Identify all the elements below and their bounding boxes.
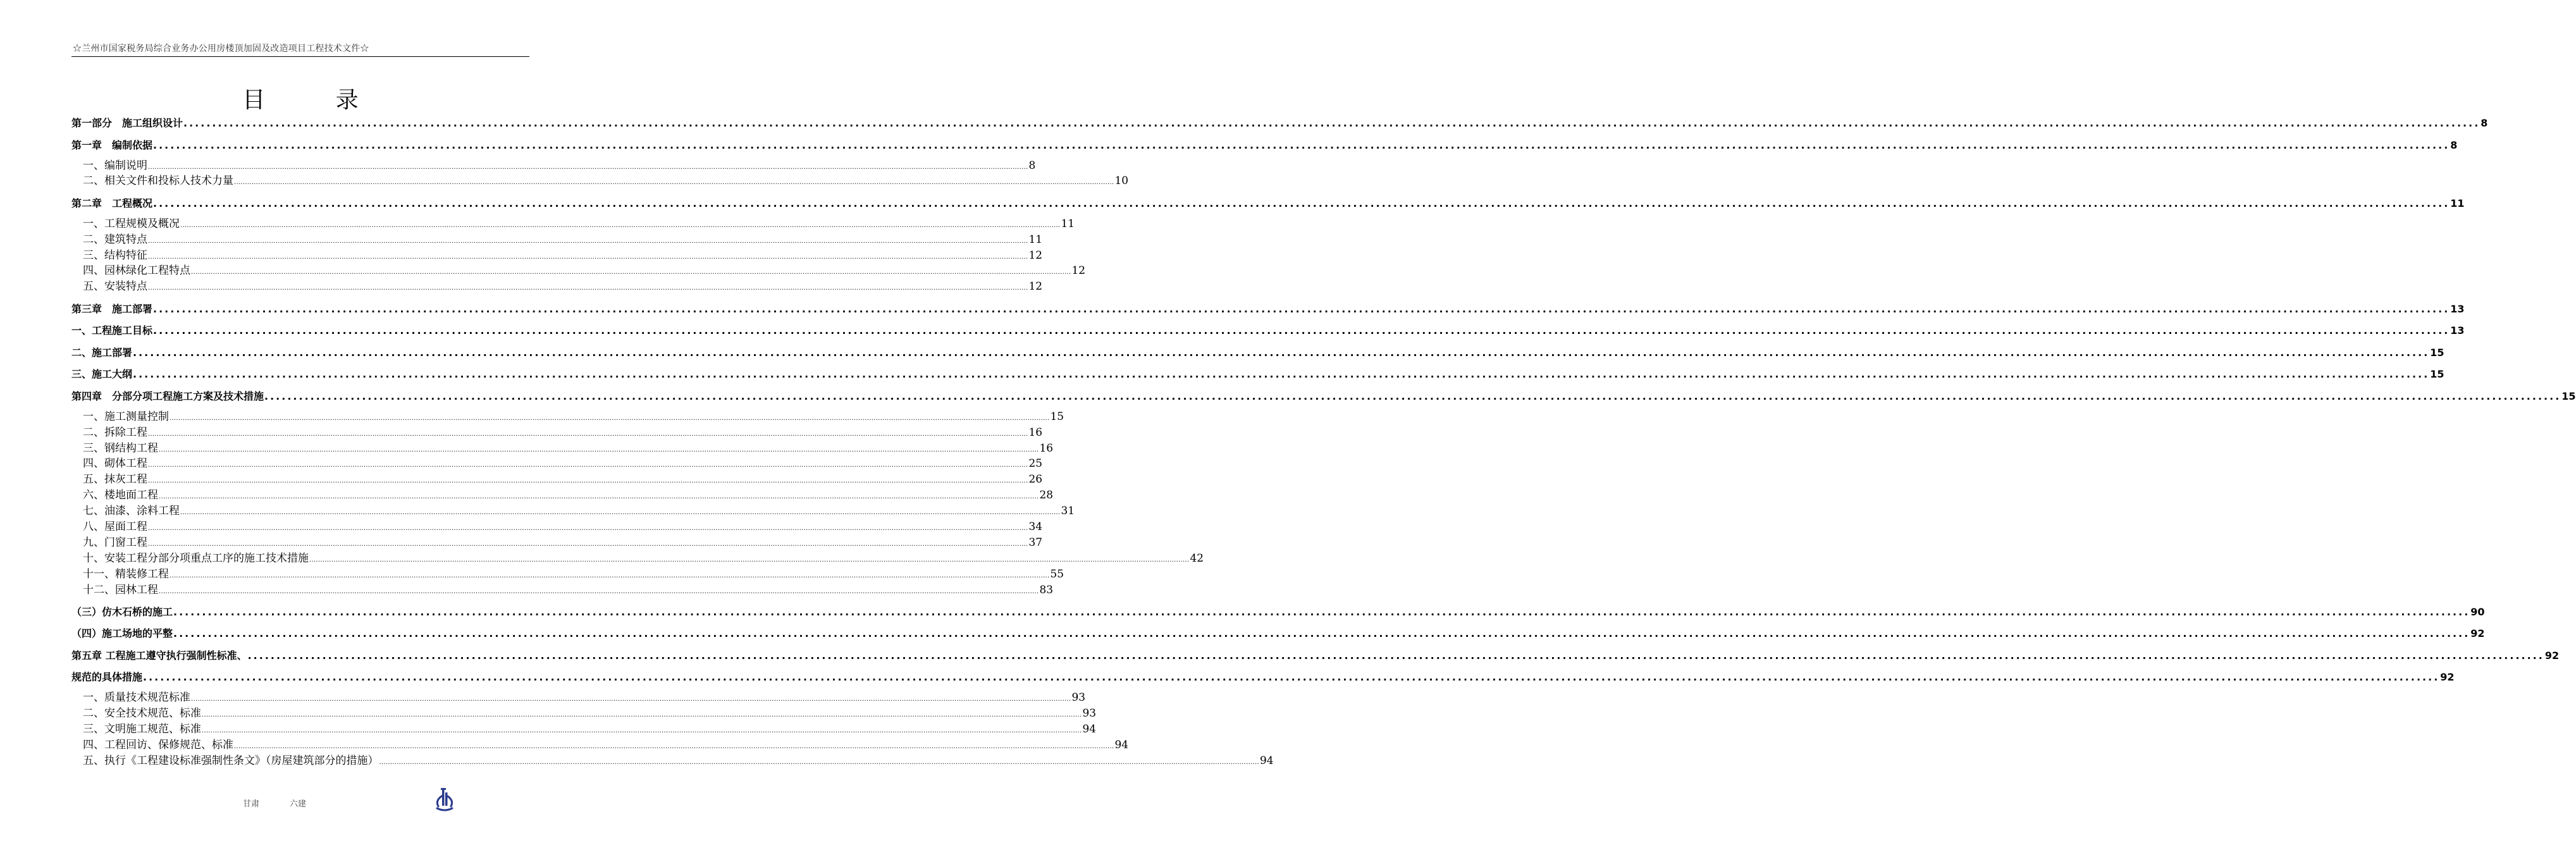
toc-entry-page: 92 — [2470, 627, 2485, 640]
toc-entry — [71, 116, 2488, 131]
toc-entry-title: 七、油漆、涂料工程 — [83, 505, 180, 518]
toc-entry — [71, 535, 1043, 551]
toc-entry — [71, 158, 1036, 174]
toc-entry-page: 55 — [1050, 567, 1064, 581]
toc-entry-page: 8 — [2450, 139, 2458, 151]
toc-leader-dots: ................................................................................................................................................................................................................................................................................................................................................................................................................ — [264, 390, 2561, 402]
toc-entry — [71, 670, 2455, 685]
toc-entry-title: 第一章 编制依据 — [71, 139, 153, 151]
toc-leader-dots: ................................................................................................................................................................................................................................................................................................................................................................................................................ — [159, 446, 1039, 453]
toc-entry — [71, 706, 1097, 722]
toc-entry-title: 一、编制说明 — [83, 159, 147, 172]
toc-entry-page: 15 — [2561, 390, 2576, 402]
toc-entry — [71, 323, 2465, 338]
toc-entry — [71, 138, 2458, 153]
toc-entry-page: 10 — [1114, 175, 1129, 188]
toc-leader-dots: ................................................................................................................................................................................................................................................................................................................................................................................................................ — [169, 572, 1050, 579]
toc-entry-title: 二、建筑特点 — [83, 233, 147, 246]
toc-entry-title: 九、门窗工程 — [83, 536, 147, 549]
toc-entry-title: 五、安装特点 — [83, 280, 147, 293]
toc-leader-dots: ................................................................................................................................................................................................................................................................................................................................................................................................................ — [148, 253, 1028, 261]
toc-entry — [71, 232, 1043, 248]
toc-entry-title: 三、钢结构工程 — [83, 441, 158, 455]
toc-title: 目 录 — [242, 87, 390, 113]
toc-entry — [71, 248, 1043, 264]
toc-leader-dots: ................................................................................................................................................................................................................................................................................................................................................................................................................ — [148, 430, 1028, 438]
toc-entry-page: 11 — [2450, 197, 2465, 209]
toc-leader-dots: ................................................................................................................................................................................................................................................................................................................................................................................................................ — [143, 671, 2440, 684]
toc-leader-dots: ................................................................................................................................................................................................................................................................................................................................................................................................................ — [133, 368, 2430, 381]
toc-entry-page: 16 — [1039, 441, 1054, 455]
toc-entry-page: 94 — [1259, 754, 1274, 767]
toc-entry — [71, 425, 1043, 441]
toc-entry — [71, 551, 1204, 567]
toc-leader-dots: ................................................................................................................................................................................................................................................................................................................................................................................................................ — [148, 237, 1028, 245]
toc-entry — [71, 367, 2444, 382]
toc-entry-page: 94 — [1114, 739, 1129, 752]
toc-entry — [71, 216, 1075, 232]
toc-leader-dots: ................................................................................................................................................................................................................................................................................................................................................................................................................ — [133, 346, 2430, 359]
page-header: ☆兰州市国家税务局综合业务办公用房楼顶加固及改造项目工程技术文件☆ — [73, 44, 369, 54]
toc-entry-title: 三、结构特征 — [83, 249, 147, 262]
toc-leader-dots: ................................................................................................................................................................................................................................................................................................................................................................................................................ — [247, 649, 2544, 662]
toc-leader-dots: ................................................................................................................................................................................................................................................................................................................................................................................................................ — [234, 743, 1114, 751]
toc-entry — [71, 690, 1086, 706]
toc-entry — [71, 302, 2465, 317]
toc-entry-title: 第五章 工程施工遵守执行强制性标准、 — [71, 649, 247, 662]
toc-entry — [71, 626, 2485, 641]
toc-entry-page: 28 — [1039, 489, 1054, 502]
toc-entry-title: 第二章 工程概况 — [71, 197, 153, 209]
toc-leader-dots: ................................................................................................................................................................................................................................................................................................................................................................................................................ — [153, 324, 2450, 337]
toc-leader-dots: ................................................................................................................................................................................................................................................................................................................................................................................................................ — [379, 758, 1259, 766]
toc-entry-page: 13 — [2450, 324, 2465, 337]
toc-entry-title: 二、施工部署 — [71, 346, 133, 359]
toc-leader-dots: ................................................................................................................................................................................................................................................................................................................................................................................................................ — [180, 221, 1061, 229]
toc-leader-dots: ................................................................................................................................................................................................................................................................................................................................................................................................................ — [173, 627, 2470, 640]
toc-entry-title: 四、园林绿化工程特点 — [83, 264, 190, 278]
toc-leader-dots: ................................................................................................................................................................................................................................................................................................................................................................................................................ — [183, 117, 2480, 129]
toc-entry-page: 11 — [1028, 233, 1043, 246]
toc-entry-title: 六、楼地面工程 — [83, 489, 158, 502]
toc-entry-title: 三、文明施工规范、标准 — [83, 723, 201, 736]
toc-leader-dots: ................................................................................................................................................................................................................................................................................................................................................................................................................ — [180, 509, 1061, 517]
toc-leader-dots: ................................................................................................................................................................................................................................................................................................................................................................................................................ — [148, 285, 1028, 292]
toc-entry — [71, 196, 2465, 211]
toc-entry-page: 11 — [1061, 217, 1075, 230]
toc-entry-page: 15 — [2430, 368, 2444, 381]
toc-leader-dots: ................................................................................................................................................................................................................................................................................................................................................................................................................ — [202, 727, 1082, 735]
toc-entry-page: 90 — [2470, 605, 2485, 618]
toc-entry — [71, 753, 1274, 769]
company-logo-icon — [434, 787, 455, 812]
toc-entry-page: 8 — [1028, 159, 1036, 172]
toc-leader-dots: ................................................................................................................................................................................................................................................................................................................................................................................................................ — [191, 696, 1071, 703]
toc-entry-title: 五、执行《工程建设标准强制性条文》（房屋建筑部分的措施） — [83, 754, 379, 767]
toc-entry-page: 83 — [1039, 583, 1054, 596]
toc-entry-page: 25 — [1028, 457, 1043, 471]
toc-entry-title: 一、质量技术规范标准 — [83, 691, 190, 705]
toc-entry-page: 16 — [1028, 426, 1043, 439]
toc-entry-title: 十二、园林工程 — [83, 583, 158, 596]
toc-entry — [71, 409, 1064, 425]
toc-entry-page: 92 — [2440, 671, 2455, 684]
toc-entry-page: 12 — [1071, 264, 1086, 278]
toc-entry — [71, 737, 1129, 753]
toc-entry — [71, 263, 1086, 279]
toc-entry-page: 15 — [2430, 346, 2444, 359]
toc-entry — [71, 389, 2576, 404]
toc-entry — [71, 488, 1054, 503]
toc-entry-title: 规范的具体措施 — [71, 671, 143, 684]
toc-entry-title: 第四章 分部分项工程施工方案及技术措施 — [71, 390, 264, 402]
toc-entry-title: 二、安全技术规范、标准 — [83, 707, 201, 720]
toc-entry — [71, 345, 2444, 360]
toc-entry-page: 34 — [1028, 520, 1043, 533]
toc-entry-title: 十、安装工程分部分项重点工序的施工技术措施 — [83, 551, 309, 565]
toc-leader-dots: ................................................................................................................................................................................................................................................................................................................................................................................................................ — [234, 179, 1114, 187]
toc-entry-page: 31 — [1061, 505, 1075, 518]
toc-entry-title: 四、工程回访、保修规范、标准 — [83, 739, 233, 752]
toc-entry-title: （四）施工场地的平整 — [71, 627, 173, 640]
toc-entry — [71, 456, 1043, 472]
header-rule — [71, 56, 529, 57]
toc-entry-title: 一、施工测量控制 — [83, 410, 169, 423]
toc-leader-dots: ................................................................................................................................................................................................................................................................................................................................................................................................................ — [153, 139, 2450, 151]
toc-entry-title: 五、抹灰工程 — [83, 473, 147, 486]
toc-entry-title: 四、砌体工程 — [83, 457, 147, 471]
toc-leader-dots: ................................................................................................................................................................................................................................................................................................................................................................................................................ — [148, 524, 1028, 532]
toc-entry-page: 92 — [2544, 649, 2560, 662]
toc-entry-title: 二、拆除工程 — [83, 426, 147, 439]
toc-entry-page: 13 — [2450, 302, 2465, 315]
toc-leader-dots: ................................................................................................................................................................................................................................................................................................................................................................................................................ — [148, 540, 1028, 548]
toc-leader-dots: ................................................................................................................................................................................................................................................................................................................................................................................................................ — [159, 493, 1039, 501]
toc-entry-page: 42 — [1190, 551, 1204, 565]
toc-entry-page: 94 — [1082, 723, 1097, 736]
footer-left-text: 甘肃 — [243, 799, 260, 809]
toc-entry — [71, 722, 1097, 737]
toc-entry-title: 十一、精装修工程 — [83, 567, 169, 581]
toc-entry-page: 12 — [1028, 280, 1043, 293]
toc-leader-dots: ................................................................................................................................................................................................................................................................................................................................................................................................................ — [153, 302, 2450, 315]
toc-entry — [71, 519, 1043, 535]
toc-leader-dots: ................................................................................................................................................................................................................................................................................................................................................................................................................ — [148, 163, 1028, 171]
toc-entry-page: 8 — [2480, 117, 2488, 129]
toc-entry — [71, 648, 2560, 663]
toc-leader-dots: ................................................................................................................................................................................................................................................................................................................................................................................................................ — [309, 556, 1190, 564]
toc-entry-title: 一、工程施工目标 — [71, 324, 153, 337]
toc-entry-page: 93 — [1082, 707, 1097, 720]
toc-entry — [71, 503, 1075, 519]
toc-entry-page: 26 — [1028, 473, 1043, 486]
toc-leader-dots: ................................................................................................................................................................................................................................................................................................................................................................................................................ — [148, 477, 1028, 485]
toc-leader-dots: ................................................................................................................................................................................................................................................................................................................................................................................................................ — [153, 197, 2450, 209]
toc-entry — [71, 582, 1054, 598]
toc-entry — [71, 279, 1043, 295]
toc-entry — [71, 605, 2485, 620]
toc-entry — [71, 173, 1129, 189]
toc-entry-title: 一、工程规模及概况 — [83, 217, 180, 230]
toc-leader-dots: ................................................................................................................................................................................................................................................................................................................................................................................................................ — [173, 605, 2470, 618]
page-footer — [243, 797, 306, 809]
toc-leader-dots: ................................................................................................................................................................................................................................................................................................................................................................................................................ — [202, 711, 1082, 719]
toc-entry-title: 第三章 施工部署 — [71, 302, 153, 315]
toc-entry-page: 93 — [1071, 691, 1086, 705]
toc-entry — [71, 441, 1054, 457]
toc-leader-dots: ................................................................................................................................................................................................................................................................................................................................................................................................................ — [159, 588, 1039, 595]
toc-entry-page: 12 — [1028, 249, 1043, 262]
toc-leader-dots: ................................................................................................................................................................................................................................................................................................................................................................................................................ — [148, 462, 1028, 469]
toc-entry — [71, 472, 1043, 488]
toc-entry-title: 八、屋面工程 — [83, 520, 147, 533]
toc-leader-dots: ................................................................................................................................................................................................................................................................................................................................................................................................................ — [169, 414, 1050, 422]
toc-leader-dots: ................................................................................................................................................................................................................................................................................................................................................................................................................ — [191, 269, 1071, 276]
toc-entry-title: 二、相关文件和投标人技术力量 — [83, 175, 233, 188]
toc-entry-title: 第一部分 施工组织设计 — [71, 117, 183, 129]
toc-entry-title: （三）仿木石桥的施工 — [71, 605, 173, 618]
table-of-contents — [71, 116, 2576, 769]
toc-entry-page: 37 — [1028, 536, 1043, 549]
toc-entry — [71, 567, 1064, 582]
toc-entry-title: 三、施工大纲 — [71, 368, 133, 381]
toc-entry-page: 15 — [1050, 410, 1064, 423]
footer-right-text: 六建 — [290, 799, 307, 809]
